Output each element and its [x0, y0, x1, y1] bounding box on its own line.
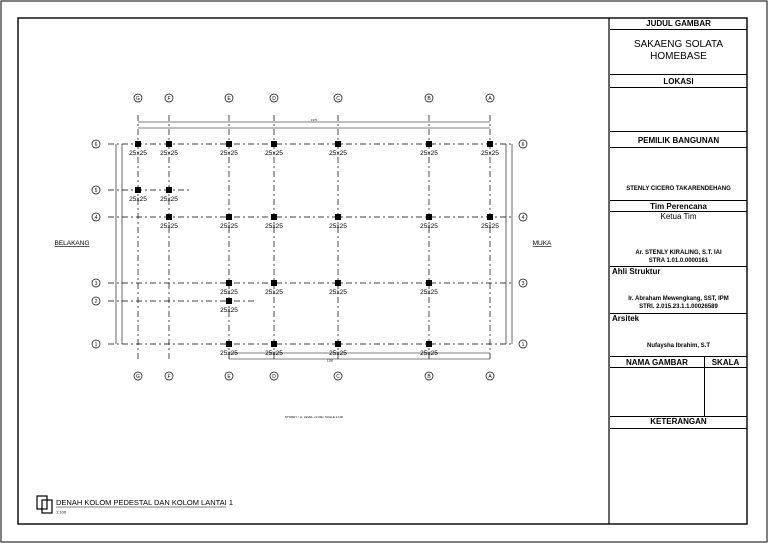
- nama-gambar-label: NAMA GAMBAR: [626, 358, 688, 367]
- grid-label-top: C: [336, 96, 340, 103]
- grid-label-top: G: [136, 96, 140, 103]
- column-marker: [335, 280, 341, 286]
- level-note: STOREY / Lt. LEVEL +0.00m SCALE 1:100: [284, 415, 344, 419]
- column-marker: [166, 214, 172, 220]
- column-label: 25x25: [420, 350, 438, 357]
- column-label: 25x25: [129, 196, 147, 203]
- grid-label-left: 1: [94, 342, 98, 348]
- column-label: 25x25: [220, 289, 238, 296]
- project-name: SAKAENG SOLATA HOMEBASE: [633, 39, 724, 62]
- column-label: 25x25: [265, 150, 283, 157]
- column-marker: [226, 341, 232, 347]
- skala-label: SKALA: [711, 358, 740, 367]
- column-label: 25x25: [220, 350, 238, 357]
- ketua-tim-label: Ketua Tim: [660, 212, 697, 221]
- grid-label-left: 6: [94, 142, 98, 148]
- column-label: 25x25: [160, 150, 178, 157]
- grid-label-top: D: [272, 96, 276, 103]
- keterangan-label: KETERANGAN: [650, 417, 707, 426]
- column-marker: [271, 214, 277, 220]
- column-marker: [426, 341, 432, 347]
- tim-perencana-label: Tim Perencana: [650, 202, 707, 211]
- column-label: 25x25: [265, 223, 283, 230]
- drawing-scale: 1:100: [56, 509, 67, 515]
- column-marker: [335, 141, 341, 147]
- column-marker: [426, 141, 432, 147]
- ketua-stra: STRA 1.01.0.0000161: [648, 258, 709, 264]
- grid-label-bottom: A: [488, 374, 492, 381]
- pemilik-bangunan-label: PEMILIK BANGUNAN: [637, 136, 720, 145]
- owner-name: STENLY CICERO TAKARENDEHANG: [626, 186, 731, 192]
- dimension-total-top: 1370: [310, 118, 318, 122]
- grid-label-top: E: [227, 96, 231, 103]
- grid-label-top: B: [427, 96, 431, 103]
- column-plan-drawing: [37, 94, 552, 515]
- ahli-name: Ir. Abraham Mewengkang, SST, IPM: [628, 296, 729, 302]
- column-label: 25x25: [329, 223, 347, 230]
- column-marker: [166, 187, 172, 193]
- column-marker: [226, 280, 232, 286]
- dimension-total-bottom: 1150: [326, 358, 334, 363]
- column-marker: [335, 341, 341, 347]
- grid-label-right: 3: [521, 281, 525, 287]
- ahli-struktur-label: Ahli Struktur: [612, 267, 661, 276]
- column-label: 25x25: [329, 350, 347, 357]
- ahli-stri: STRI. 2.015.23.1.1.00026589: [639, 304, 718, 310]
- column-marker: [135, 187, 141, 193]
- left-side-label: BELAKANG: [54, 240, 90, 247]
- column-marker: [487, 214, 493, 220]
- column-label: 25x25: [420, 150, 438, 157]
- arsitek-name: Nufaysha Ibrahim, S.T: [646, 343, 710, 349]
- column-marker: [426, 214, 432, 220]
- column-label: 25x25: [220, 223, 238, 230]
- column-label: 25x25: [129, 150, 147, 157]
- column-marker: [271, 141, 277, 147]
- column-marker: [226, 214, 232, 220]
- column-marker: [487, 141, 493, 147]
- grid-label-left: 3: [94, 281, 98, 287]
- grid-label-bottom: G: [136, 374, 140, 381]
- column-label: 25x25: [265, 350, 283, 357]
- grid-label-right: 6: [521, 142, 525, 148]
- title-block: [610, 18, 747, 524]
- grid-label-left: 4: [94, 215, 98, 221]
- column-label: 25x25: [329, 289, 347, 296]
- column-label: 25x25: [481, 223, 499, 230]
- grid-label-bottom: B: [427, 374, 431, 381]
- grid-label-right: 1: [521, 342, 525, 348]
- column-label: 25x25: [160, 223, 178, 230]
- arsitek-label: Arsitek: [612, 314, 640, 323]
- grid-label-bottom: E: [227, 374, 231, 381]
- column-label: 25x25: [329, 150, 347, 157]
- grid-label-top: F: [167, 96, 171, 103]
- column-marker: [426, 280, 432, 286]
- column-label: 25x25: [420, 223, 438, 230]
- ketua-name: Ar. STENLY KIRALING, S.T. IAI: [635, 250, 722, 256]
- grid-label-left: 5: [94, 188, 98, 194]
- column-marker: [226, 141, 232, 147]
- grid-label-bottom: F: [167, 374, 171, 381]
- column-marker: [135, 141, 141, 147]
- column-label: 25x25: [160, 196, 178, 203]
- column-label: 25x25: [220, 307, 238, 314]
- column-label: 25x25: [481, 150, 499, 157]
- grid-label-bottom: D: [272, 374, 276, 381]
- judul-gambar-label: JUDUL GAMBAR: [646, 19, 711, 28]
- column-marker: [271, 341, 277, 347]
- column-marker: [335, 214, 341, 220]
- column-marker: [271, 280, 277, 286]
- grid-label-top: A: [488, 96, 492, 103]
- column-label: 25x25: [265, 289, 283, 296]
- column-label: 25x25: [420, 289, 438, 296]
- grid-label-right: 4: [521, 215, 525, 221]
- column-label: 25x25: [220, 150, 238, 157]
- grid-label-left: 2: [94, 299, 98, 305]
- drawing-title: DENAH KOLOM PEDESTAL DAN KOLOM LANTAI 1: [56, 498, 233, 507]
- lokasi-label: LOKASI: [663, 77, 694, 86]
- right-side-label: MUKA: [532, 240, 552, 247]
- grid-label-bottom: C: [336, 374, 340, 381]
- column-marker: [226, 298, 232, 304]
- column-marker: [166, 141, 172, 147]
